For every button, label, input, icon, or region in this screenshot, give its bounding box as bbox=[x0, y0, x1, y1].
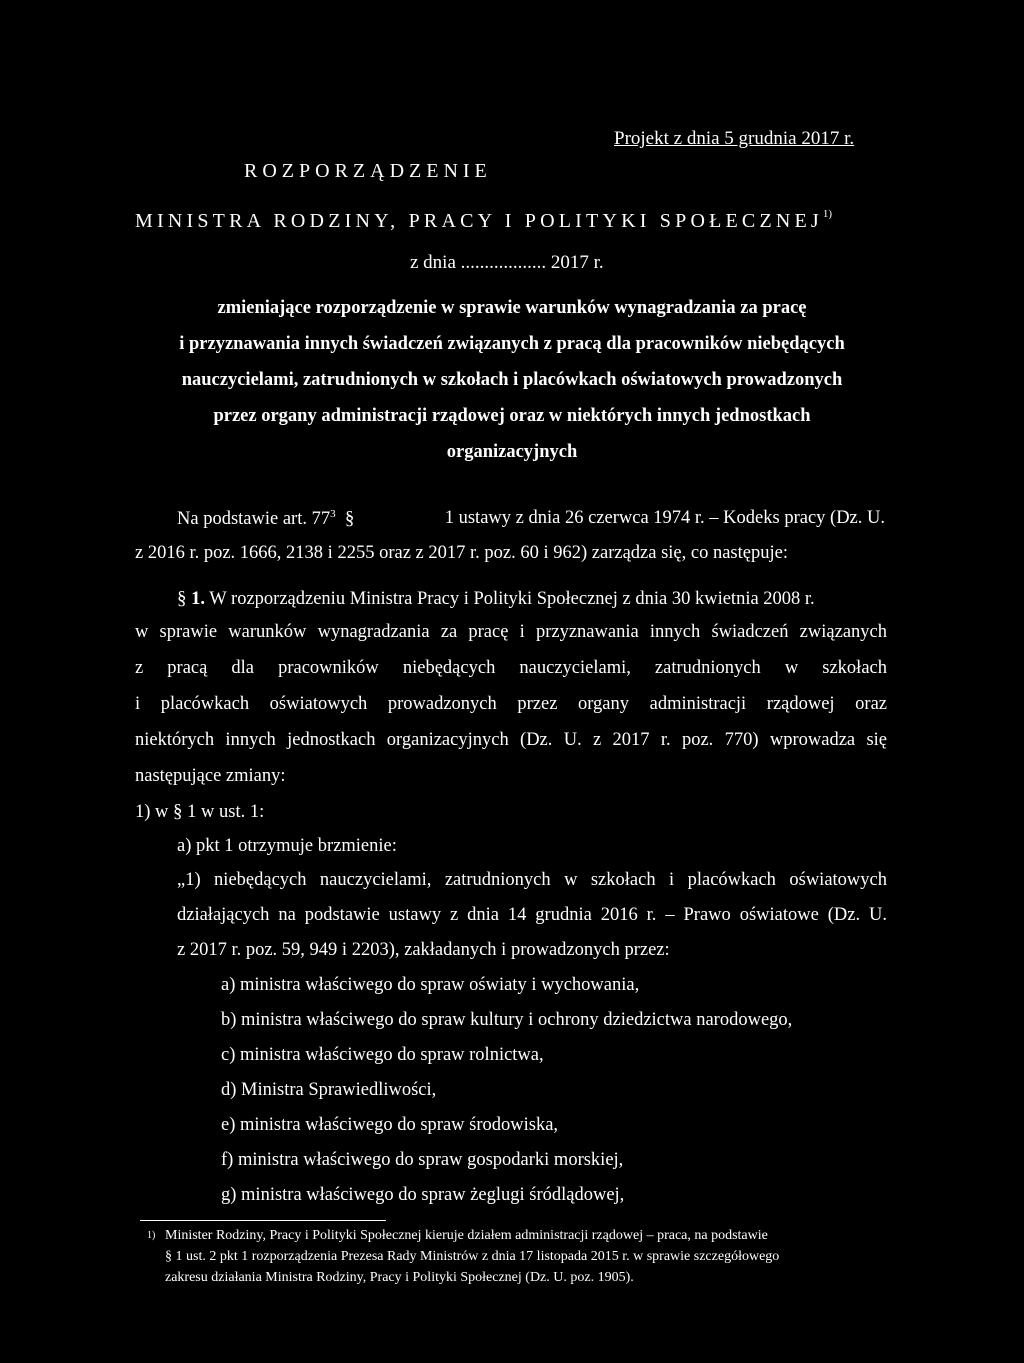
footnote-line-2: § 1 ust. 2 pkt 1 rozporządzenia Prezesa Rady Ministrów z dnia 17 listopada 2015 r. w sprawie szczegółowego bbox=[165, 1249, 780, 1264]
section-symbol: § bbox=[177, 588, 187, 609]
legal-basis-text-a: Na podstawie art. 77 bbox=[177, 509, 331, 530]
footnote-mark: 1) bbox=[147, 1230, 156, 1241]
legal-basis-line-2: z 2016 r. poz. 1666, 2138 i 2255 oraz z 2017 r. poz. 60 i 962) zarządza się, co następuje: bbox=[135, 543, 788, 563]
quote-line-1: „1) niebędących nauczycielami, zatrudnionych w szkołach i placówkach oświatowych bbox=[177, 870, 887, 890]
section-symbol: § bbox=[173, 801, 183, 822]
point-1 bbox=[135, 801, 264, 823]
quote-line-2: działających na podstawie ustawy z dnia 14 grudnia 2016 r. – Prawo oświatowe (Dz. U. bbox=[177, 905, 887, 925]
title-line-5: organizacyjnych bbox=[446, 442, 578, 462]
minister-item-f: f) ministra właściwego do spraw gospodarki morskiej, bbox=[221, 1150, 624, 1170]
legal-basis-sup: 3 bbox=[330, 508, 336, 520]
title-line-4: przez organy administracji rządowej oraz w niektórych innych jednostkach bbox=[213, 406, 811, 426]
footnote-line-3: zakresu działania Ministra Rodziny, Pracy i Polityki Społecznej (Dz. U. poz. 1905). bbox=[165, 1270, 634, 1285]
section-1-line-4: i placówkach oświatowych prowadzonych przez organy administracji rządowej oraz bbox=[135, 694, 887, 714]
minister-item-d: d) Ministra Sprawiedliwości, bbox=[221, 1080, 437, 1100]
section-1-line-1 bbox=[177, 588, 815, 610]
minister-item-g: g) ministra właściwego do spraw żeglugi śródlądowej, bbox=[221, 1185, 625, 1205]
point-1-a: 1) w bbox=[135, 802, 169, 822]
minister-item-a: a) ministra właściwego do spraw oświaty i wychowania, bbox=[221, 975, 640, 995]
point-1-sub-a: a) pkt 1 otrzymuje brzmienie: bbox=[177, 836, 397, 856]
section-1-line-2: w sprawie warunków wynagradzania za pracę i przyznawania innych świadczeń związanych bbox=[135, 622, 887, 642]
section-symbol: § bbox=[344, 508, 355, 530]
point-1-b: 1 w ust. 1: bbox=[187, 802, 265, 822]
legal-basis-text-b: 1 ustawy z dnia 26 czerwca 1974 r. – Kodeks pracy (Dz. U. bbox=[444, 508, 885, 528]
project-note: Projekt z dnia 5 grudnia 2017 r. bbox=[614, 128, 855, 149]
section-1-number: 1. bbox=[191, 589, 205, 609]
document-type: ROZPORZĄDZENIE bbox=[244, 160, 492, 182]
quote-line-3: z 2017 r. poz. 59, 949 i 2203), zakładanych i prowadzonych przez: bbox=[177, 940, 670, 960]
authority-name: MINISTRA RODZINY, PRACY I POLITYKI SPOŁECZNEJ bbox=[135, 210, 823, 232]
footnote-line-1: Minister Rodziny, Pracy i Polityki Społecznej kieruje działem administracji rządowej – praca, na podstawie bbox=[165, 1228, 768, 1243]
title-line-2: i przyznawania innych świadczeń związanych z pracą dla pracowników niebędących bbox=[179, 334, 845, 354]
footnote-ref: 1) bbox=[822, 208, 833, 220]
minister-item-e: e) ministra właściwego do spraw środowiska, bbox=[221, 1115, 559, 1135]
section-1-line-3: z pracą dla pracowników niebędących nauczycielami, zatrudnionych w szkołach bbox=[135, 658, 887, 678]
footnote-divider bbox=[140, 1220, 386, 1221]
title-line-3: nauczycielami, zatrudnionych w szkołach i placówkach oświatowych prowadzonych bbox=[181, 370, 843, 390]
section-1-line-6: następujące zmiany: bbox=[135, 766, 286, 786]
section-1-line-5: niektórych innych jednostkach organizacyjnych (Dz. U. z 2017 r. poz. 770) wprowadza się bbox=[135, 730, 887, 750]
issuing-authority bbox=[135, 210, 832, 233]
minister-item-c: c) ministra właściwego do spraw rolnictwa, bbox=[221, 1045, 544, 1065]
section-1-text: W rozporządzeniu Ministra Pracy i Polityki Społecznej z dnia 30 kwietnia 2008 r. bbox=[209, 589, 815, 609]
title-line-1: zmieniające rozporządzenie w sprawie warunków wynagradzania za pracę bbox=[217, 298, 807, 318]
legal-basis-line-1 bbox=[177, 508, 885, 530]
date-line: z dnia .................. 2017 r. bbox=[410, 252, 604, 273]
minister-item-b: b) ministra właściwego do spraw kultury i ochrony dziedzictwa narodowego, bbox=[221, 1010, 793, 1030]
